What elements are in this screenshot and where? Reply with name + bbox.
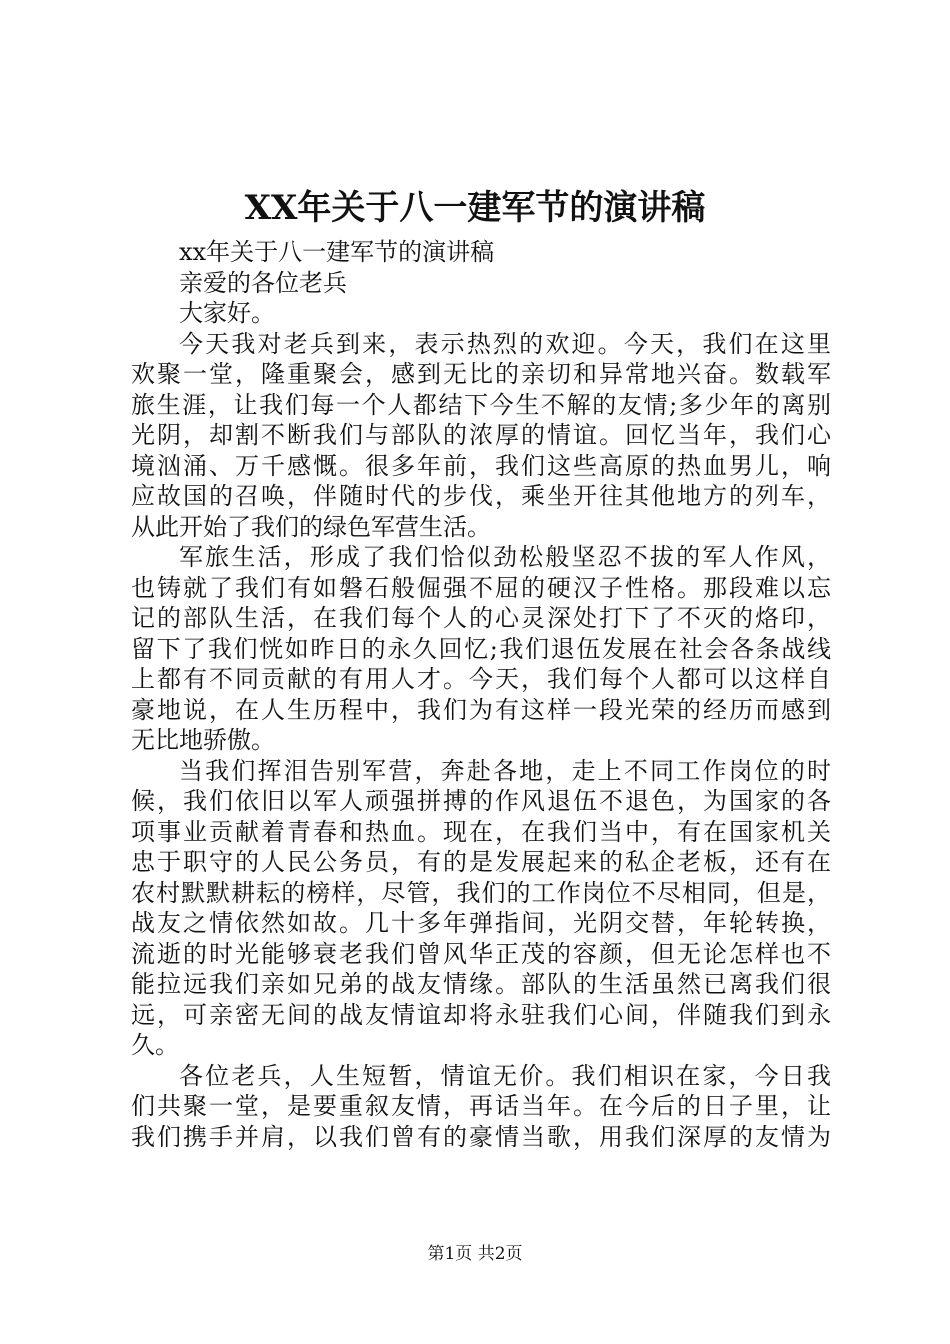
paragraph-2-line: 也铸就了我们有如磐石般倔强不屈的硬汉子性格。那段难以忘 — [131, 573, 831, 602]
paragraph-2-line: 豪地说，在人生历程中，我们为有这样一段光荣的经历而感到 — [131, 695, 831, 724]
paragraph-2-line: 留下了我们恍如昨日的永久回忆;我们退伍发展在社会各条战线 — [131, 634, 831, 663]
intro-line-greeting: 大家好。 — [179, 299, 275, 327]
paragraph-1-line: 旅生涯，让我们每一个人都结下今生不解的友情;多少年的离别 — [131, 390, 831, 419]
paragraph-4-line: 们共聚一堂，是要重叙友情，再话当年。在今后的日子里，让 — [131, 1092, 831, 1120]
paragraph-3-line: 农村默默耕耘的榜样，尽管，我们的工作岗位不尽相同，但是， — [131, 878, 831, 907]
paragraph-1-line: 境汹涌、万千感慨。很多年前，我们这些高原的热血男儿，响 — [131, 451, 831, 480]
paragraph-3-line: 能拉远我们亲如兄弟的战友情缘。部队的生活虽然已离我们很 — [131, 970, 831, 998]
paragraph-4-line: 我们携手并肩，以我们曾有的豪情当歌，用我们深厚的友情为 — [131, 1122, 831, 1151]
page-footer: 第1页 共2页 — [427, 1244, 523, 1264]
paragraph-2-line: 记的部队生活，在我们每个人的心灵深处打下了不灭的烙印， — [131, 604, 831, 632]
paragraph-3-line: 候，我们依旧以军人顽强拼搏的作风退伍不退色，为国家的各 — [131, 787, 831, 815]
document-body — [131, 237, 831, 1152]
document-title: XX年关于八一建军节的演讲稿 — [244, 188, 706, 228]
paragraph-2-line: 无比地骄傲。 — [131, 726, 275, 754]
paragraph-3-line: 战友之情依然如故。几十多年弹指间，光阴交替，年轮转换， — [131, 909, 831, 937]
paragraph-4-line: 各位老兵，人生短暂，情谊无价。我们相识在家，今日我 — [179, 1061, 831, 1090]
paragraph-3-line: 流逝的时光能够衰老我们曾风华正茂的容颜，但无论怎样也不 — [131, 939, 831, 968]
paragraph-2-line: 军旅生活，形成了我们恰似劲松般坚忍不拔的军人作风， — [179, 543, 831, 571]
paragraph-3-line: 当我们挥泪告别军营，奔赴各地，走上不同工作岗位的时 — [179, 756, 831, 785]
paragraph-1-line: 欢聚一堂，隆重聚会，感到无比的亲切和异常地兴奋。数载军 — [131, 360, 831, 388]
paragraph-1-line: 应故国的召唤，伴随时代的步伐，乘坐开往其他地方的列车， — [131, 482, 831, 510]
paragraph-3-line: 忠于职守的人民公务员，有的是发展起来的私企老板，还有在 — [131, 848, 831, 876]
paragraph-1-line: 光阴，却割不断我们与部队的浓厚的情谊。回忆当年，我们心 — [131, 421, 831, 449]
paragraph-2-line: 上都有不同贡献的有用人才。今天，我们每个人都可以这样自 — [131, 665, 831, 693]
paragraph-1-line: 从此开始了我们的绿色军营生活。 — [131, 512, 491, 541]
paragraph-3-line: 远，可亲密无间的战友情谊却将永驻我们心间，伴随我们到永 — [131, 1000, 831, 1029]
intro-line-heading: xx年关于八一建军节的演讲稿 — [179, 238, 495, 266]
intro-line-salutation: 亲爱的各位老兵 — [179, 268, 347, 297]
paragraph-1-line: 今天我对老兵到来，表示热烈的欢迎。今天，我们在这里 — [179, 329, 831, 358]
paragraph-3-line: 久。 — [131, 1031, 179, 1059]
paragraph-3-line: 项事业贡献着青春和热血。现在，在我们当中，有在国家机关 — [131, 817, 831, 846]
